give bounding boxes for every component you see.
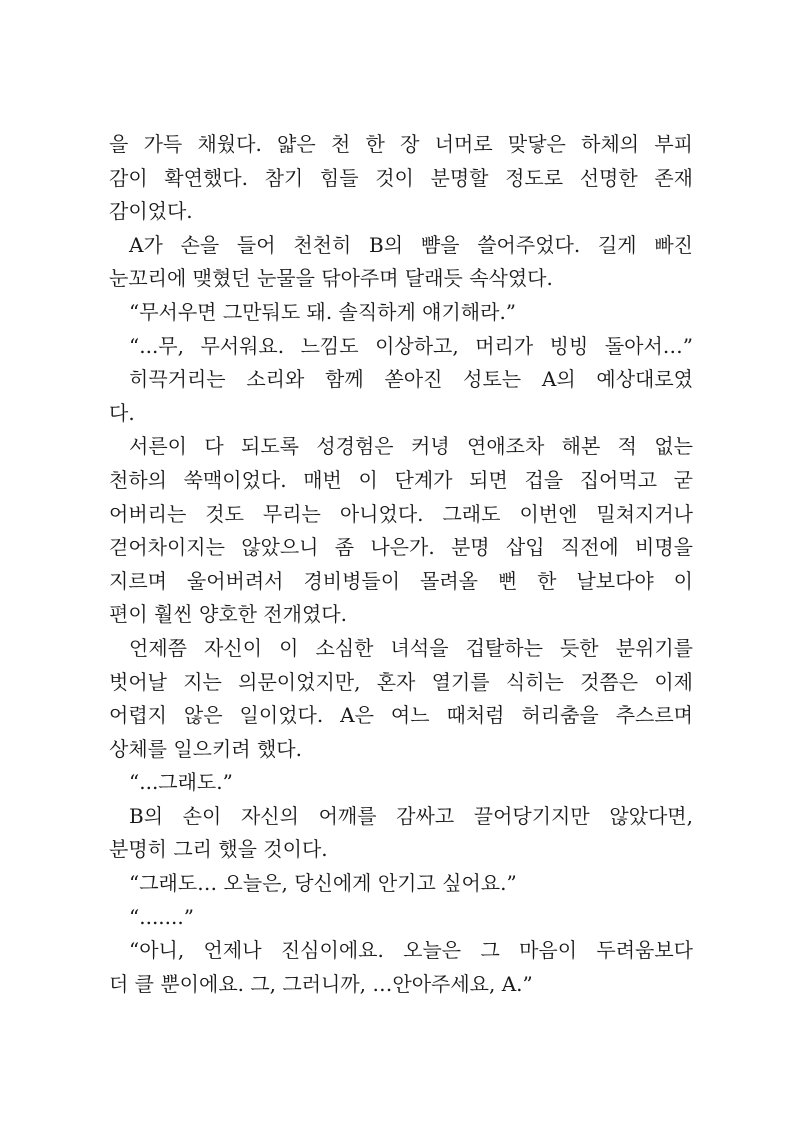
text-line: “.......”: [129, 904, 194, 929]
text-line: 눈꼬리에 맺혔던 눈물을 닦아주며 달래듯 속삭였다.: [109, 266, 553, 291]
text-line: 을 가득 채웠다. 얇은 천 한 장 너머로 맞닿은 하체의 부피: [109, 132, 693, 156]
text-line: 다.: [109, 400, 135, 425]
text-line: 분명히 그리 했을 것이다.: [109, 837, 328, 862]
text-line: 걷어차이지는 않았으니 좀 나은가. 분명 삽입 직전에 비명을: [109, 535, 693, 560]
text-line: 어버리는 것도 무리는 아니었다. 그래도 이번엔 밀쳐지거나: [109, 501, 693, 526]
text-line: 어렵지 않은 일이었다. A은 여느 때처럼 허리춤을 추스르며: [109, 703, 693, 728]
text-line: 히끅거리는 소리와 함께 쏟아진 성토는 A의 예상대로였: [129, 367, 693, 392]
text-line: 언제쯤 자신이 이 소심한 녀석을 겁탈하는 듯한 분위기를: [129, 635, 693, 660]
text-line: 벗어날 지는 의문이었지만, 혼자 열기를 식히는 것쯤은 이제: [109, 669, 693, 694]
text-line: “...무, 무서워요. 느낌도 이상하고, 머리가 빙빙 돌아서…”: [129, 333, 693, 358]
body-text: [109, 128, 693, 1001]
text-line: 감이었다.: [109, 199, 193, 224]
text-line: 편이 훨씬 양호한 전개였다.: [109, 602, 347, 627]
text-line: 상체를 일으키려 했다.: [109, 736, 302, 761]
text-line: “...그래도.”: [129, 770, 233, 795]
text-line: B의 손이 자신의 어깨를 감싸고 끌어당기지만 않았다면,: [129, 803, 693, 828]
document-page: [109, 0, 693, 1137]
text-line: “무서우면 그만둬도 돼. 솔직하게 얘기해라.”: [129, 299, 517, 324]
text-line: A가 손을 들어 천천히 B의 뺨을 쓸어주었다. 길게 빠진: [129, 232, 693, 257]
text-line: 더 클 뿐이에요. 그, 그러니까, …안아주세요, A.”: [109, 971, 533, 996]
text-line: 감이 확연했다. 참기 힘들 것이 분명할 정도로 선명한 존재: [109, 165, 693, 190]
text-line: “아니, 언제나 진심이에요. 오늘은 그 마음이 두려움보다: [129, 938, 693, 963]
text-line: 천하의 쑥맥이었다. 매번 이 단계가 되면 겁을 집어먹고 굳: [109, 467, 693, 492]
text-line: 서른이 다 되도록 성경험은 커녕 연애조차 해본 적 없는: [129, 434, 693, 459]
text-line: “그래도… 오늘은, 당신에게 안기고 싶어요.”: [129, 871, 517, 896]
text-line: 지르며 울어버려서 경비병들이 몰려올 뻔 한 날보다야 이: [109, 568, 693, 593]
